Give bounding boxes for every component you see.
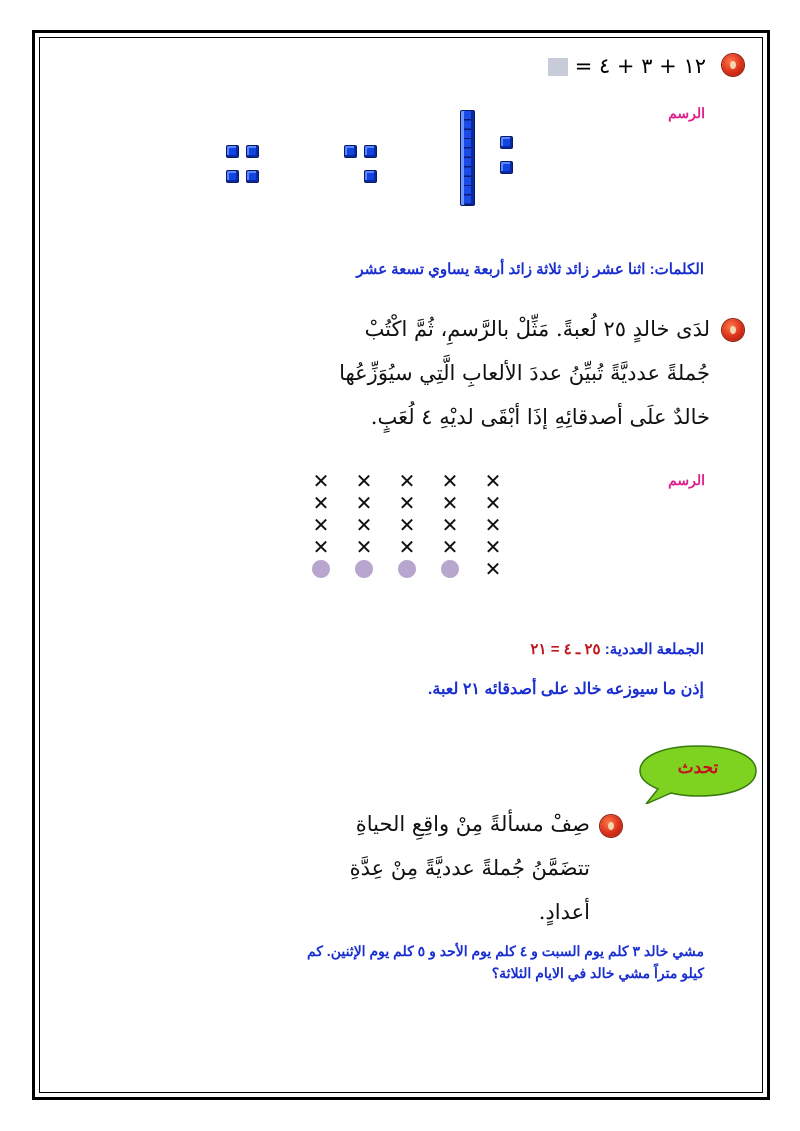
- question-9-badge-icon: [722, 319, 744, 341]
- unit-cube: [246, 170, 259, 183]
- q9-line: خالدٌ علَى أصدقائِهِ إذَا أبْقَى لديْهِ ٤ لُعَبٍ.: [370, 405, 710, 429]
- remaining-toy-dot: [398, 560, 416, 578]
- crossed-toy-mark: ✕: [398, 469, 416, 493]
- crossed-toy-mark: ✕: [355, 469, 373, 493]
- unit-cube: [500, 161, 513, 174]
- unit-cube: [344, 145, 357, 158]
- crossed-toy-mark: ✕: [355, 535, 373, 559]
- talk-badge-icon: [600, 815, 622, 837]
- q9-conclusion: إذن ما سيوزعه خالد على أصدقائه ٢١ لعبة.: [427, 681, 704, 698]
- remaining-toy-dot: [312, 560, 330, 578]
- q8-drawing-label: الرسم: [668, 105, 705, 121]
- crossed-toy-mark: ✕: [441, 535, 459, 559]
- crossed-toy-mark: ✕: [355, 513, 373, 537]
- q8-words-label: الكلمات:: [649, 261, 704, 278]
- q9-sentence-label: الجملعة العددية:: [604, 641, 704, 658]
- crossed-toy-mark: ✕: [484, 469, 502, 493]
- talk-answer-line: كيلو متراً مشي خالد في الايام الثلاثة؟: [491, 965, 704, 981]
- q8-words: [356, 260, 704, 278]
- crossed-toy-mark: ✕: [312, 535, 330, 559]
- talk-bubble-label: تحدث: [677, 758, 719, 777]
- talk-answer: [307, 940, 704, 984]
- talk-answer-line: مشي خالد ٣ كلم يوم السبت و ٤ كلم يوم الأحد و ٥ كلم يوم الإثنين. كم: [306, 943, 704, 959]
- question-8-badge-icon: [722, 54, 744, 76]
- remaining-toy-dot: [441, 560, 459, 578]
- crossed-toy-mark: ✕: [398, 491, 416, 515]
- unit-cube: [500, 136, 513, 149]
- unit-cube: [226, 170, 239, 183]
- q9-drawing-label: الرسم: [668, 472, 705, 488]
- crossed-toy-mark: ✕: [484, 513, 502, 537]
- crossed-toy-mark: ✕: [441, 491, 459, 515]
- remaining-toy-dot: [355, 560, 373, 578]
- crossed-toy-mark: ✕: [484, 557, 502, 581]
- talk-line: أعدادٍ.: [538, 900, 590, 924]
- q9-problem-text: [290, 307, 710, 439]
- crossed-toy-mark: ✕: [484, 491, 502, 515]
- answer-box[interactable]: [548, 58, 568, 76]
- talk-line: صِفْ مسألةً مِنْ واقِعِ الحياةِ: [355, 812, 590, 836]
- crossed-toy-mark: ✕: [398, 535, 416, 559]
- talk-line: تتضَمَّنُ جُملةً عدديَّةً مِنْ عِدَّةِ: [349, 856, 590, 880]
- unit-cube: [226, 145, 239, 158]
- crossed-toy-mark: ✕: [398, 513, 416, 537]
- crossed-toy-mark: ✕: [441, 513, 459, 537]
- crossed-toy-mark: ✕: [312, 491, 330, 515]
- ten-rod: [460, 110, 475, 206]
- q9-sentence-value: ٢٥ ـ ٤ = ٢١: [530, 641, 605, 658]
- unit-cube: [364, 170, 377, 183]
- q8-equation-text: ١٢ + ٣ + ٤ =: [568, 54, 706, 78]
- crossed-toy-mark: ✕: [484, 535, 502, 559]
- crossed-toy-mark: ✕: [312, 469, 330, 493]
- unit-cube: [364, 145, 377, 158]
- crossed-toy-mark: ✕: [312, 513, 330, 537]
- q9-line: جُملةً عدديَّةً تُبيِّنُ عددَ الألعابِ الَّتِي سيُوَزِّعُها: [339, 361, 710, 385]
- unit-cube: [246, 145, 259, 158]
- q9-line: لدَى خالدٍ ٢٥ لُعبةً. مَثِّلْ بالرَّسمِ، ثُمَّ اكْتُبْ: [364, 317, 710, 341]
- q8-words-text: اثنا عشر زائد ثلاثة زائد أربعة يساوي تسعة عشر: [356, 261, 650, 278]
- q8-equation: [548, 54, 706, 78]
- crossed-toy-mark: ✕: [441, 469, 459, 493]
- q9-number-sentence: [530, 640, 704, 658]
- crossed-toy-mark: ✕: [355, 491, 373, 515]
- talk-prompt-text: [270, 802, 590, 934]
